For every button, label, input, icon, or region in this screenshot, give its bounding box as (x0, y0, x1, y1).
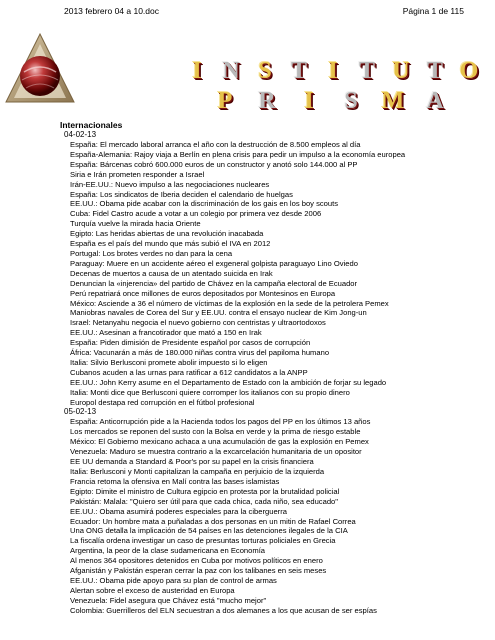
news-headline: México: Asciende a 36 el número de víctimas de la explosión en la sede de la petrolera Pemex (70, 298, 389, 308)
news-headline: Venezuela: Fidel asegura que Chávez está "mucho mejor" (70, 595, 267, 605)
prism-sphere-logo-icon (4, 32, 76, 106)
news-headline: Paraguay: Muere en un accidente aéreo el exgeneral golpista paraguayo Lino Oviedo (70, 258, 358, 268)
document-name: 2013 febrero 04 a 10.doc (64, 6, 159, 16)
date-heading: 04-02-13 (64, 130, 97, 139)
news-groups (64, 130, 489, 616)
wordmark-line-instituto (180, 58, 486, 85)
news-headline: Cuba: Fidel Castro acude a votar a un colegio por primera vez desde 2006 (70, 209, 322, 219)
news-headline: Siria e Irán prometen responder a Israel (70, 169, 205, 179)
news-headline: Denuncian la «injerencia» del partido de Chávez en la campaña electoral de Ecuador (70, 278, 358, 288)
news-headline: Argentina, la peor de la clase sudamericana en Economía (70, 546, 266, 556)
news-headline: EE.UU.: Obama asumirá poderes especiales para la ciberguerra (70, 506, 287, 516)
wordmark-letter: S (258, 58, 272, 84)
wordmark-letter: A (426, 88, 444, 114)
news-headline: Turquía vuelve la mirada hacia Oriente (70, 219, 201, 229)
news-headline: Pakistán: Malala: "Quiero ser útil para que cada chica, cada niño, sea educado" (70, 496, 338, 506)
wordmark-letter: I (328, 58, 338, 84)
news-headline: EE.UU.: Asesinan a francotirador que mató a 150 en Irak (70, 328, 262, 338)
news-headline: La fiscalía ordena investigar un caso de presuntas torturas policiales en Grecia (70, 536, 336, 546)
news-headline: África: Vacunarán a más de 180.000 niñas contra virus del papiloma humano (70, 348, 330, 358)
page-header (64, 6, 464, 18)
wordmark-letter: I (304, 88, 314, 114)
news-headline: Colombia: Guerrilleros del ELN secuestran a dos alemanes a los que acusan de ser espías (70, 605, 377, 615)
news-headline: México: El Gobierno mexicano achaca a una acumulación de gas la explosión en Pemex (70, 437, 369, 447)
news-headline: España: Bárcenas cobró 600.000 euros de un constructor y anotó solo 144.000 al PP (70, 159, 358, 169)
wordmark-letter: T (290, 58, 307, 84)
wordmark-letter: R (258, 88, 276, 114)
news-headline: Afganistán y Pakistán esperan cerrar la paz con los talibanes en seis meses (70, 566, 327, 576)
document-body (60, 120, 489, 616)
news-headline: EE.UU.: John Kerry asume en el Departamento de Estado con la ambición de forjar su legado (70, 377, 387, 387)
news-headline: Ecuador: Un hombre mata a puñaladas a dos personas en un mitin de Rafael Correa (70, 516, 356, 526)
wordmark-letter: O (459, 58, 479, 84)
page-number: Página 1 de 115 (402, 6, 464, 16)
news-headline: Portugal: Los brotes verdes no dan para la cena (70, 248, 233, 258)
news-headline: Venezuela: Maduro se muestra contrario a la excarcelación humanitaria de un opositor (70, 447, 362, 457)
wordmark-letter: U (392, 58, 410, 84)
news-headline: Italia: Monti dice que Berlusconi quiere corromper los italianos con su propio dinero (70, 387, 350, 397)
news-headline: España: Anticorrupción pide a la Hacienda todos los pagos del PP en los últimos 13 años (70, 417, 371, 427)
news-headline: España-Alemania: Rajoy viaja a Berlín en plena crisis para pedir un impulso a la economía europea (70, 149, 406, 159)
news-headline: Europol destapa red corrupción en el fútbol profesional (70, 397, 255, 407)
wordmark-line-prisma (204, 88, 456, 115)
news-headline: EE.UU.: Obama pide apoyo para su plan de control de armas (70, 575, 277, 585)
news-headline: Maniobras navales de Corea del Sur y EE.UU. contra el ensayo nuclear de Kim Jong-un (70, 308, 367, 318)
news-headline: España: Piden dimisión de Presidente español por casos de corrupción (70, 338, 311, 348)
news-headline: EE UU demanda a Standard & Poor's por su papel en la crisis financiera (70, 457, 314, 467)
wordmark-letter: M (381, 88, 405, 114)
news-headline: Decenas de muertos a causa de un atentado suicida en Irak (70, 268, 273, 278)
wordmark-letter: I (192, 58, 202, 84)
news-headline: Cubanos acuden a las urnas para ratificar a 612 candidatos a la ANPP (70, 367, 308, 377)
wordmark-letter: N (222, 58, 240, 84)
news-headline: Alertan sobre el exceso de austeridad en Europa (70, 585, 235, 595)
news-headline: Al menos 364 opositores detenidos en Cuba por motivos políticos en enero (70, 556, 323, 566)
news-headline: Italia: Berlusconi y Monti capitalizan la campaña en perjuicio de la izquierda (70, 467, 325, 476)
section-heading: Internacionales (60, 120, 123, 130)
news-headline: Perú repatriará once millones de euros depositados por Montesinos en Europa (70, 288, 336, 298)
news-headline: Francia retoma la ofensiva en Malí contra las bases islamistas (70, 476, 280, 486)
date-heading: 05-02-13 (64, 407, 97, 417)
news-headline: España: Los sindicatos de Iberia deciden el calendario de huelgas (70, 189, 293, 199)
news-headline: Egipto: Las heridas abiertas de una revolución inacabada (70, 229, 264, 239)
news-headline: España: El mercado laboral arranca el año con la destrucción de 8.500 empleos al día (70, 140, 361, 149)
news-headline: Los mercados se reponen del susto con la Bolsa en verde y la prima de riesgo estable (70, 427, 361, 437)
wordmark-letter: T (426, 58, 443, 84)
wordmark-letter: S (344, 88, 358, 114)
wordmark-letter: T (358, 58, 375, 84)
news-headline: España es el país del mundo que más subió el IVA en 2012 (70, 239, 271, 249)
news-headline: Italia: Silvio Berlusconi promete abolir impuesto si lo eligen (70, 357, 268, 367)
news-headline: EE.UU.: Obama pide acabar con la discriminación de los gais en los boy scouts (70, 199, 339, 209)
wordmark-letter: P (217, 88, 233, 114)
news-headline: Israel: Netanyahu negocia el nuevo gobierno con centristas y ultraortodoxos (70, 318, 326, 328)
news-headline: Irán-EE.UU.: Nuevo impulso a las negociaciones nucleares (70, 179, 270, 189)
news-headline: Una ONG detalla la implicación de 54 países en las detenciones ilegales de la CIA (70, 526, 348, 536)
news-headline: Egipto: Dimite el ministro de Cultura egipcio en protesta por la brutalidad policial (70, 486, 340, 496)
